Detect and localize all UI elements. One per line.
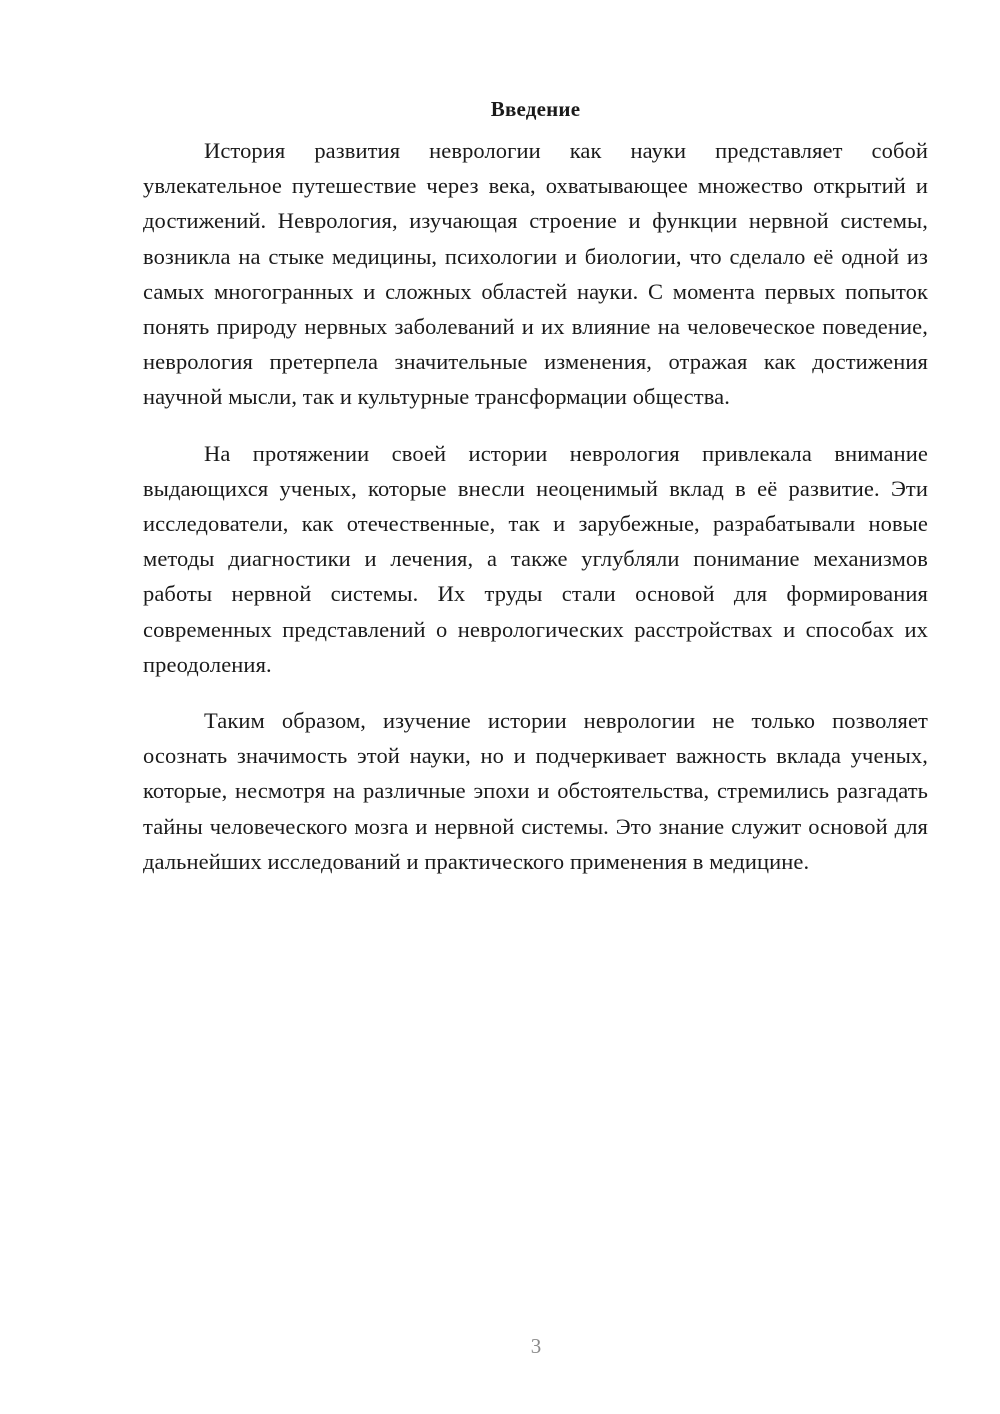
paragraph-1: История развития неврологии как науки представляет собой увлекательное путешествие через века, охватывающее множество открытий и достижений. Неврология, изучающая строение и функции нервной системы, возникла на стыке медицины, психологии и биологии, что сделало её одной из самых многогранных и сложных областей науки. С момента первых попыток понять природу нервных заболеваний и их влияние на человеческое поведение, неврология претерпела значительные изменения, отражая как достижения научной мысли, так и культурные трансформации общества. — [143, 138, 928, 410]
document-page — [143, 92, 928, 879]
section-title: Введение — [490, 97, 581, 121]
paragraph-2: На протяжении своей истории неврология привлекала внимание выдающихся ученых, которые внесли неоценимый вклад в её развитие. Эти исследователи, как отечественные, так и зарубежные, разрабатывали новые методы диагностики и лечения, а также углубляли понимание механизмов работы нервной системы. Их труды стали основой для формирования современных представлений о неврологических расстройствах и способах их преодоления. — [143, 440, 928, 677]
page-number: 3 — [530, 1334, 542, 1358]
paragraph-3: Таким образом, изучение истории неврологии не только позволяет осознать значимость этой науки, но и подчеркивает важность вклада ученых, которые, несмотря на различные эпохи и обстоятельства, стремились разгадать тайны человеческого мозга и нервной системы. Это знание служит основой для дальнейших исследований и практического применения в медицине. — [143, 708, 928, 874]
